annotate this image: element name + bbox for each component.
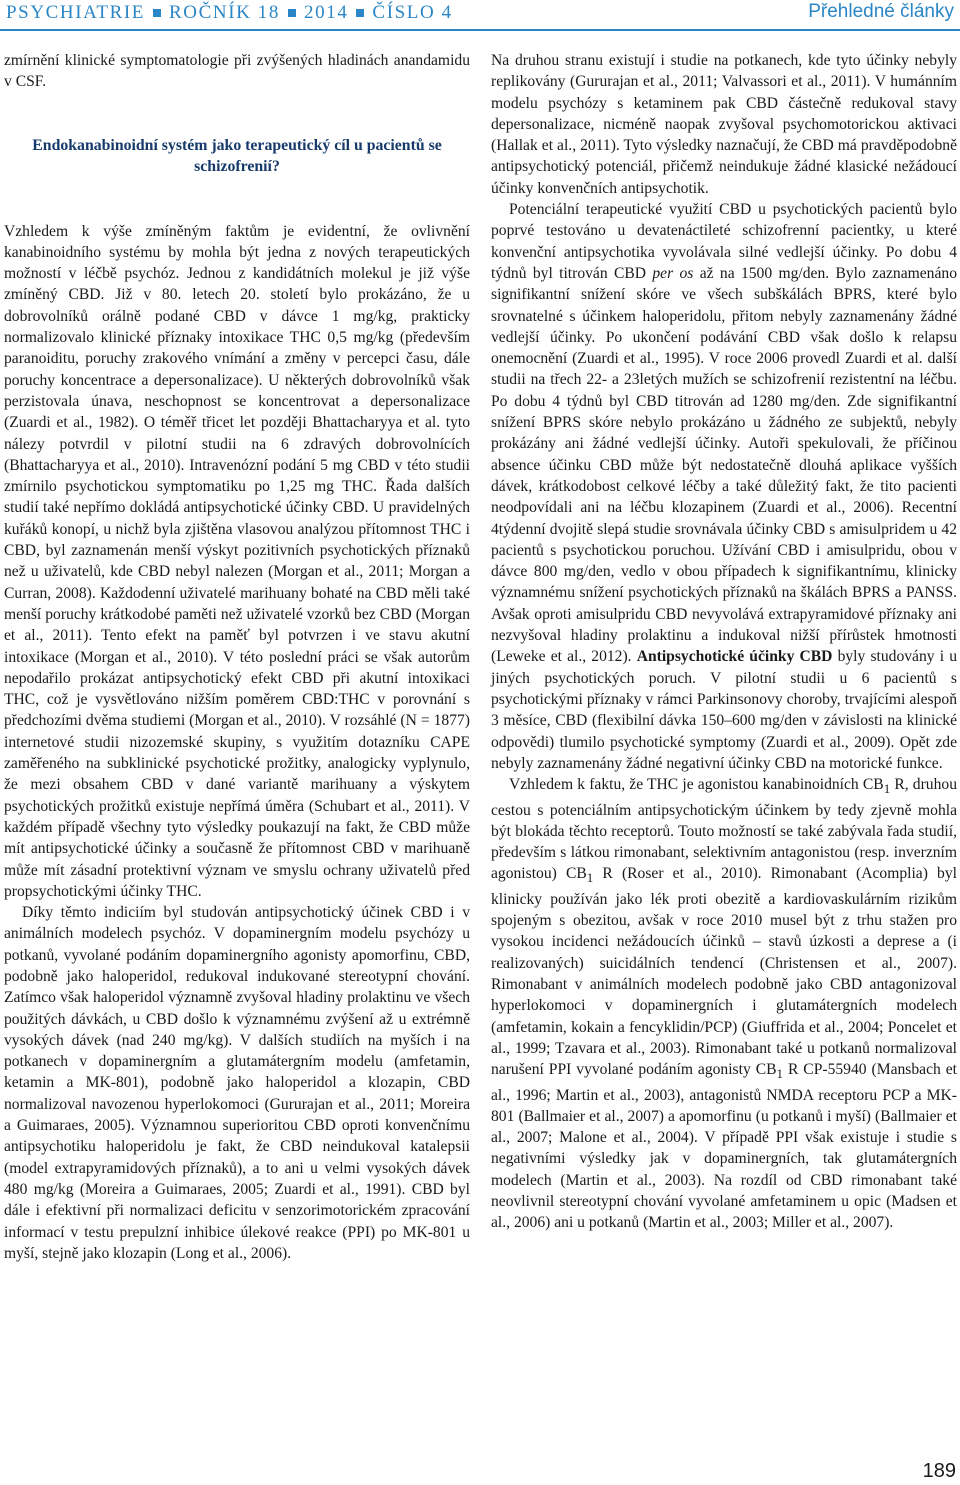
- journal-issue: ČÍSLO 4: [372, 2, 453, 23]
- body-paragraph: [491, 774, 957, 1234]
- body-paragraph: Díky těmto indiciím byl studován antipsychotický účinek CBD i v animálních modelech psychóz. V dopaminergním modelu psychózy u potkanů, vyvolané podáním dopaminergního agonisty apomorfinu, CBD, podobně jako haloperidol, redukoval indukované stereotypní chování. Zatímco však haloperidol významně zvyšoval hladiny prolaktinu ve všech použitých dávkách, u CBD došlo k významnému zvýšení až u extrémně vysokých dávek (nad 240 mg/kg). V dalších studiích na myších i na potkanech v dopaminergním a glutamátergním modelu (amfetamin, ketamin a MK-801), podobně jako haloperidol a klozapin, CBD normalizoval navozenou hyperlokomoci (Gururajan et al., 2011; Moreira a Guimaraes, 2005). Významnou superioritou CBD oproti konvenčnímu antipsychotiku haloperidolu je fakt, že CBD neindukoval katalepsii (model extrapyramidových příznaků), a to ani u velmi vysokých dávek 480 mg/kg (Moreira a Guimaraes, 2005; Zuardi et al., 1991). CBD byl dále i efektivní při normalizaci deficitu v senzorimotorickém zpracování informací v testu prepulzní inhibice úlekové reakce (PPI) po MK-801 u myší, stejně jako klozapin (Long et al., 2006).: [4, 904, 470, 1262]
- italic-term: per os: [652, 264, 694, 282]
- journal-name: PSYCHIATRIE: [6, 2, 146, 23]
- separator-square-icon: [356, 9, 364, 17]
- journal-year: 2014: [304, 2, 349, 23]
- text-run: Vzhledem k faktu, že THC je agonistou kanabinoidních CB: [509, 776, 884, 794]
- journal-volume: ROČNÍK 18: [169, 2, 281, 23]
- text-run: R, druhou cestou s potenciálním antipsychotickým účinkem by tedy zjevně mohla být blokáda těchto receptorů. Touto možností se také zabývala řada studií, především s látkou rimonabant, selektivním antagonistou (resp. inverzním agonistou) CB: [491, 776, 957, 883]
- journal-info: [6, 2, 453, 24]
- body-paragraph: [491, 199, 957, 774]
- section-heading: Endokanabinoidní systém jako terapeutický cíl u pacientů se schizofrenií?: [32, 136, 442, 175]
- page-number: 189: [922, 1460, 956, 1482]
- separator-square-icon: [288, 9, 296, 17]
- left-column: [4, 50, 470, 1264]
- right-column: [491, 50, 957, 1234]
- section-name: Přehledné články: [808, 1, 954, 22]
- subscript: 1: [883, 781, 891, 797]
- body-paragraph: Vzhledem k výše zmíněným faktům je evidentní, že ovlivnění kanabinoidního systému by mohla být jedna z nových terapeutických možností v léčbě psychóz. Jednou z kandidátních molekul je již výše zmíněný CBD. Již v 80. letech 20. století bylo prokázáno, že u dobrovolníků orálně podané CBD v dávce 1 mg/kg, prakticky normalizovalo klinické příznaky intoxikace THC 0,5 mg/kg (především paranoiditu, poruchy zrakového vnímání a změny v percepci času, dále poruchy koncentrace a depersonalizace). U některých dobrovolníků však perzistovala únava, neschopnost se koncentrovat a depersonalizace (Zuardi et al., 1982). O téměř třicet let později Bhattacharyya et al. tyto nálezy potvrdil v pilotní studii na 6 zdravých dobrovolnících (Bhattacharyya et al., 2010). Intravenózní podání 5 mg CBD v této studii zmírnilo psychotickou symptomatiku po 1,25 mg THC. Řada dalších studií také nepřímo dokládá antipsychotické účinky CBD. U pravidelných kuřáků konopí, u nichž byla zjištěna vlasovou analýzou přítomnost THC i CBD, byl zaznamenán menší výskyt pozitivních psychotických příznaků než u uživatelů, kde CBD nebyl nalezen (Morgan et al., 2011; Morgan a Curran, 2008). Každodenní uživatelé marihuany bohaté na CBD měli také menší poruchy krátkodobé paměti než uživatelé vzorků bez CBD (Morgan et al., 2011). Tento efekt na paměť byl potvrzen i ve stavu akutní intoxikace (Morgan et al., 2010). V této poslední práci se však autorům nepodařilo prokázat antipsychotický efekt CBD při akutní intoxikaci THC, což je vysvětlováno nižším poměrem CBD:THC v porovnání s předchozími dvěma studiemi (Morgan et al., 2010). V rozsáhlé (N = 1877) internetové studii nizozemské skupiny, s využitím dotazníku CAPE zaměřeného na subklinické psychotické prožitky, analogicky vyplynulo, že mezi obsahem CBD v dané variantě marihuany a výskytem psychotických prožitků existuje nepřímá úměra (Schubart et al., 2011). V každém případě všechny tyto výsledky poukazují na fakt, že CBD může mít antipsychotické účinky a současně že přítomnost CBD v marihuaně může mít zásadní protektivní význam ve smyslu ochrany uživatelů před propsychotickými účinky THC.: [4, 222, 470, 900]
- body-paragraph: Na druhou stranu existují i studie na potkanech, kde tyto účinky nebyly replikovány (Gururajan et al., 2011; Valvassori et al., 2011). V humánním modelu psychózy s ketaminem pak CBD částečně redukoval stavy depersonalizace, nicméně naopak zvyšoval psychomotorickou aktivaci (Hallak et al., 2011). Tyto výsledky naznačují, že CBD má pravděpodobně antipsychotický potenciál, přičemž neindukuje žádné klasické nežádoucí účinky konvenčních antipsychotik.: [491, 52, 957, 197]
- running-header: [0, 0, 960, 28]
- text-run: byly studovány i u jiných psychotických poruch. V pilotní studii u 6 pacientů s psychotickými příznaky v rámci Parkinsonovy choroby, trvajícími alespoň 3 měsíce, CBD (flexibilní dávka 150–600 mg/den v závislosti na klinické odpovědi) tlumilo psychotické symptomy (Zuardi et al., 2009). Opět zde nebyly zaznamenány žádné negativní účinky CBD na motorické funkce.: [491, 648, 957, 772]
- intro-paragraph: zmírnění klinické symptomatologie při zvýšených hladinách anandamidu v CSF.: [4, 52, 470, 91]
- text-run: až na 1500 mg/den. Bylo zaznamenáno signifikantní snížení skóre ve všech subškálách BPRS, které bylo srovnatelné s účinkem haloperidolu, přitom nebyly zaznamenány žádné vedlejší účinky. Po ukončení podávání CBD však došlo k relapsu onemocnění (Zuardi et al., 1995). V roce 2006 provedl Zuardi et al. další studii na třech 22- a 23letých mužích se schizofrenií rezistentní na léčbu. Po dobu 4 týdnů byl CBD titrován ad 1280 mg/den. Zde signifikantní snížení BPRS skóre nebylo prokázáno u žádného ze subjektů, nebyly prokázány ani žádné vedlejší účinky. Autoři spekulovali, že příčinou absence účinku CBD může být nedostatečně dlouhá aplikace vyšších dávek, krátkodobost celkové léčby a také důležitý fakt, že tito pacienti neodpovídali ani na léčbu klozapinem (Zuardi et al., 2006). Recentní 4týdenní dvojitě slepá studie srovnávala účinky CBD s amisulpridem u 42 pacientů s psychotickou poruchou. Užívání CBD i amisulpridu, obou v dávce 800 mg/den, vedlo v obou případech k signifikantnímu, klinicky významnému snížení psychotických příznaků na škálách BPRS a PANSS. Avšak oproti amisulpridu CBD nevyvolává extrapyramidové příznaky ani nezvyšoval hladiny prolaktinu a indukoval nižší přírůstek hmotnosti (Leweke et al., 2012).: [491, 264, 957, 666]
- separator-square-icon: [153, 9, 161, 17]
- text-run: R CP-55940 (Mansbach et al., 1996; Martin et al., 2003), antagonistů NMDA receptoru PCP a MK-801 (Ballmaier et al., 2007) a apomorfinu (u potkanů i myší) (Ballmaier et al., 2007; Malone et al., 2004). V případě PPI však existuje i studie s negativními výsledky jak v dopaminergních, tak glutamátergních modelech (Martin et al., 2003). Na rozdíl od CBD rimonabant také neovlivnil stereotypní chování vyvolané amfetaminem u opic (Madsen et al., 2006) ani u potkanů (Martin et al., 2003; Miller et al., 2007).: [491, 1061, 957, 1232]
- header-rule: [0, 29, 960, 31]
- subscript: 1: [586, 870, 594, 886]
- bold-term: Antipsychotické účinky CBD: [636, 648, 833, 666]
- text-run: Potenciální terapeutické využití CBD u psychotických pacientů bylo poprvé testováno u devatenáctileté schizofrenní pacientky, u které konvenční antipsychotika vyvolávala silné vedlejší účinky. Po dobu 4 týdnů byl titrován CBD: [491, 201, 957, 282]
- text-run: R (Roser et al., 2010). Rimonabant (Acomplia) byl klinicky používán jako lék proti obezitě a kardiovaskulárním rizikům spojeným s obezitou, avšak v roce 2010 musel být z trhu stažen pro vysokou incidenci nežádoucích účinků – stavů úzkosti a deprese a (i realizovaných) suicidálních tendencí (Christensen et al., 2007). Rimonabant v animálních modelech podobně jako CBD antagonizoval hyperlokomoci v dopaminergních i glutamátergních modelech (amfetamin, kokain a fencyklidin/PCP) (Giuffrida et al., 2004; Poncelet et al., 1999; Tzavara et al., 2003). Rimonabant také u potkanů normalizoval narušení PPI vyvolané podáním agonisty CB: [491, 865, 957, 1079]
- subscript: 1: [776, 1066, 783, 1082]
